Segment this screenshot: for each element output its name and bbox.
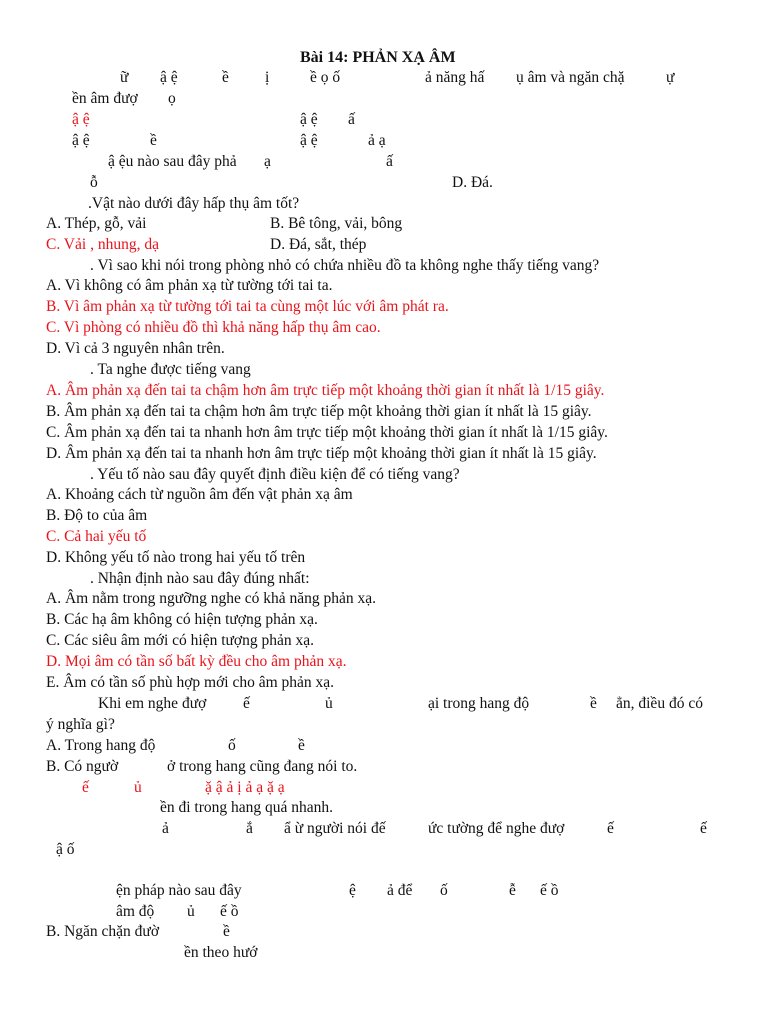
text-line: B. Có ngườ [46, 758, 119, 775]
text-line: ề [590, 695, 597, 712]
text-line: ề [222, 69, 229, 86]
text-line: ậ ệu nào sau đây phả [108, 153, 237, 170]
text-line: C. Âm phản xạ đến tai ta nhanh hơn âm trực tiếp một khoảng thời gian ít nhất là 1/15 giây. [46, 424, 608, 441]
text-line: . Nhận định nào sau đây đúng nhất: [90, 570, 310, 587]
text-line: ả năng hấ [425, 69, 485, 86]
text-line: ả ạ [368, 132, 386, 149]
text-line: ế ồ [540, 882, 559, 899]
text-line: C. Vải , nhung, dạ [46, 236, 159, 253]
page-title: Bài 14: PHẢN XẠ ÂM [300, 49, 456, 66]
text-line: ế [700, 820, 707, 837]
text-line: ậ ệ [72, 132, 90, 149]
text-line: ện pháp nào sau đây [116, 882, 242, 899]
text-line: ỗ [90, 174, 98, 191]
text-line: D. Mọi âm có tần số bất kỳ đều cho âm phản xạ. [46, 653, 347, 670]
text-line: ấ [386, 153, 393, 170]
text-line: A. Âm nằm trong ngưỡng nghe có khả năng phản xạ. [46, 590, 376, 607]
text-line: ế [82, 779, 89, 796]
text-line: ở trong hang cũng đang nói to. [167, 758, 358, 775]
text-line: B. Bê tông, vải, bông [270, 215, 403, 232]
text-line: ế ồ [220, 903, 239, 920]
text-line: C. Vì phòng có nhiều đồ thì khả năng hấp thụ âm cao. [46, 319, 381, 336]
text-line: A. Trong hang độ [46, 737, 156, 754]
text-line: âm độ [116, 903, 155, 920]
text-line: ố [440, 882, 448, 899]
text-line: ế [243, 695, 250, 712]
text-line: D. Đá, sắt, thép [270, 236, 367, 253]
text-line: ức tường để nghe đượ [428, 820, 565, 837]
text-line: ủ [187, 903, 195, 920]
text-line: ề [150, 132, 157, 149]
text-line: . Vì sao khi nói trong phòng nhỏ có chứa nhiều đồ ta không nghe thấy tiếng vang? [90, 257, 600, 274]
text-line: B. Âm phản xạ đến tai ta chậm hơn âm trực tiếp một khoảng thời gian ít nhất là 15 giây. [46, 403, 592, 420]
text-line: ậ ệ [300, 132, 318, 149]
text-line: ề [298, 737, 305, 754]
text-line: D. Không yếu tố nào trong hai yếu tố trên [46, 549, 306, 566]
text-line: D. Âm phản xạ đến tai ta nhanh hơn âm trực tiếp một khoảng thời gian ít nhất là 15 giây. [46, 445, 597, 462]
text-line: ủ [325, 695, 333, 712]
text-line: ậ ệ [160, 69, 178, 86]
text-line: ữ [120, 69, 129, 86]
text-line: ị [265, 69, 270, 86]
text-line: ề [223, 923, 230, 940]
text-line: . Ta nghe được tiếng vang [90, 361, 251, 378]
text-line: ậ ệ [300, 111, 318, 128]
text-line: ọ [168, 90, 176, 107]
text-line: ẳn, điều đó có [616, 695, 703, 712]
text-line: ệ [349, 882, 356, 899]
text-line: ý nghĩa gì? [46, 716, 115, 733]
text-line: ế [607, 820, 614, 837]
text-line: ễ [509, 882, 516, 899]
text-line: ạ [264, 153, 271, 170]
text-line: Khi em nghe đượ [98, 695, 207, 712]
text-line: B. Ngăn chặn đườ [46, 923, 160, 940]
text-line: ậ ệ [72, 111, 90, 128]
text-line: ố [228, 737, 236, 754]
text-line: ự [666, 69, 675, 86]
text-line: A. Vì không có âm phản xạ từ tường tới tai ta. [46, 277, 333, 294]
text-line: ền âm đượ [72, 90, 138, 107]
text-line: C. Cả hai yếu tố [46, 528, 147, 545]
text-line: ại trong hang độ [428, 695, 530, 712]
text-line: B. Vì âm phản xạ từ tường tới tai ta cùng một lúc với âm phát ra. [46, 298, 449, 315]
text-line: D. Đá. [452, 174, 493, 191]
text-line: ền theo hướ [184, 944, 258, 961]
text-line: ụ âm và ngăn chặ [516, 69, 625, 86]
text-line: A. Khoảng cách từ nguồn âm đến vật phản xạ âm [46, 486, 353, 503]
text-line: ủ [134, 779, 142, 796]
text-line: C. Các siêu âm mới có hiện tượng phản xạ. [46, 632, 315, 649]
text-line: A. Âm phản xạ đến tai ta chậm hơn âm trực tiếp một khoảng thời gian ít nhất là 1/15 giây. [46, 382, 605, 399]
text-line: . Yếu tố nào sau đây quyết định điều kiện để có tiếng vang? [90, 466, 460, 483]
text-line: B. Độ to của âm [46, 507, 148, 524]
text-line: B. Các hạ âm không có hiện tượng phản xạ. [46, 611, 318, 628]
text-line: E. Âm có tần số phù hợp mới cho âm phản xạ. [46, 674, 335, 691]
text-line: ấ [348, 111, 355, 128]
text-line: .Vật nào dưới đây hấp thụ âm tốt? [88, 195, 300, 212]
text-line: A. Thép, gỗ, vải [46, 215, 147, 232]
text-line: ề ọ ố [310, 69, 341, 86]
text-line: D. Vì cả 3 nguyên nhân trên. [46, 340, 225, 357]
text-line: ắ [246, 820, 253, 837]
text-line: ền đi trong hang quá nhanh. [160, 799, 334, 816]
text-line: ả [162, 820, 169, 837]
text-line: ả để [387, 882, 413, 899]
text-line: ậ ố [56, 841, 75, 858]
text-line: ặ ậ ả ị ả ạ ặ ạ [205, 779, 285, 796]
text-line: ẩ ừ người nói đế [284, 820, 386, 837]
